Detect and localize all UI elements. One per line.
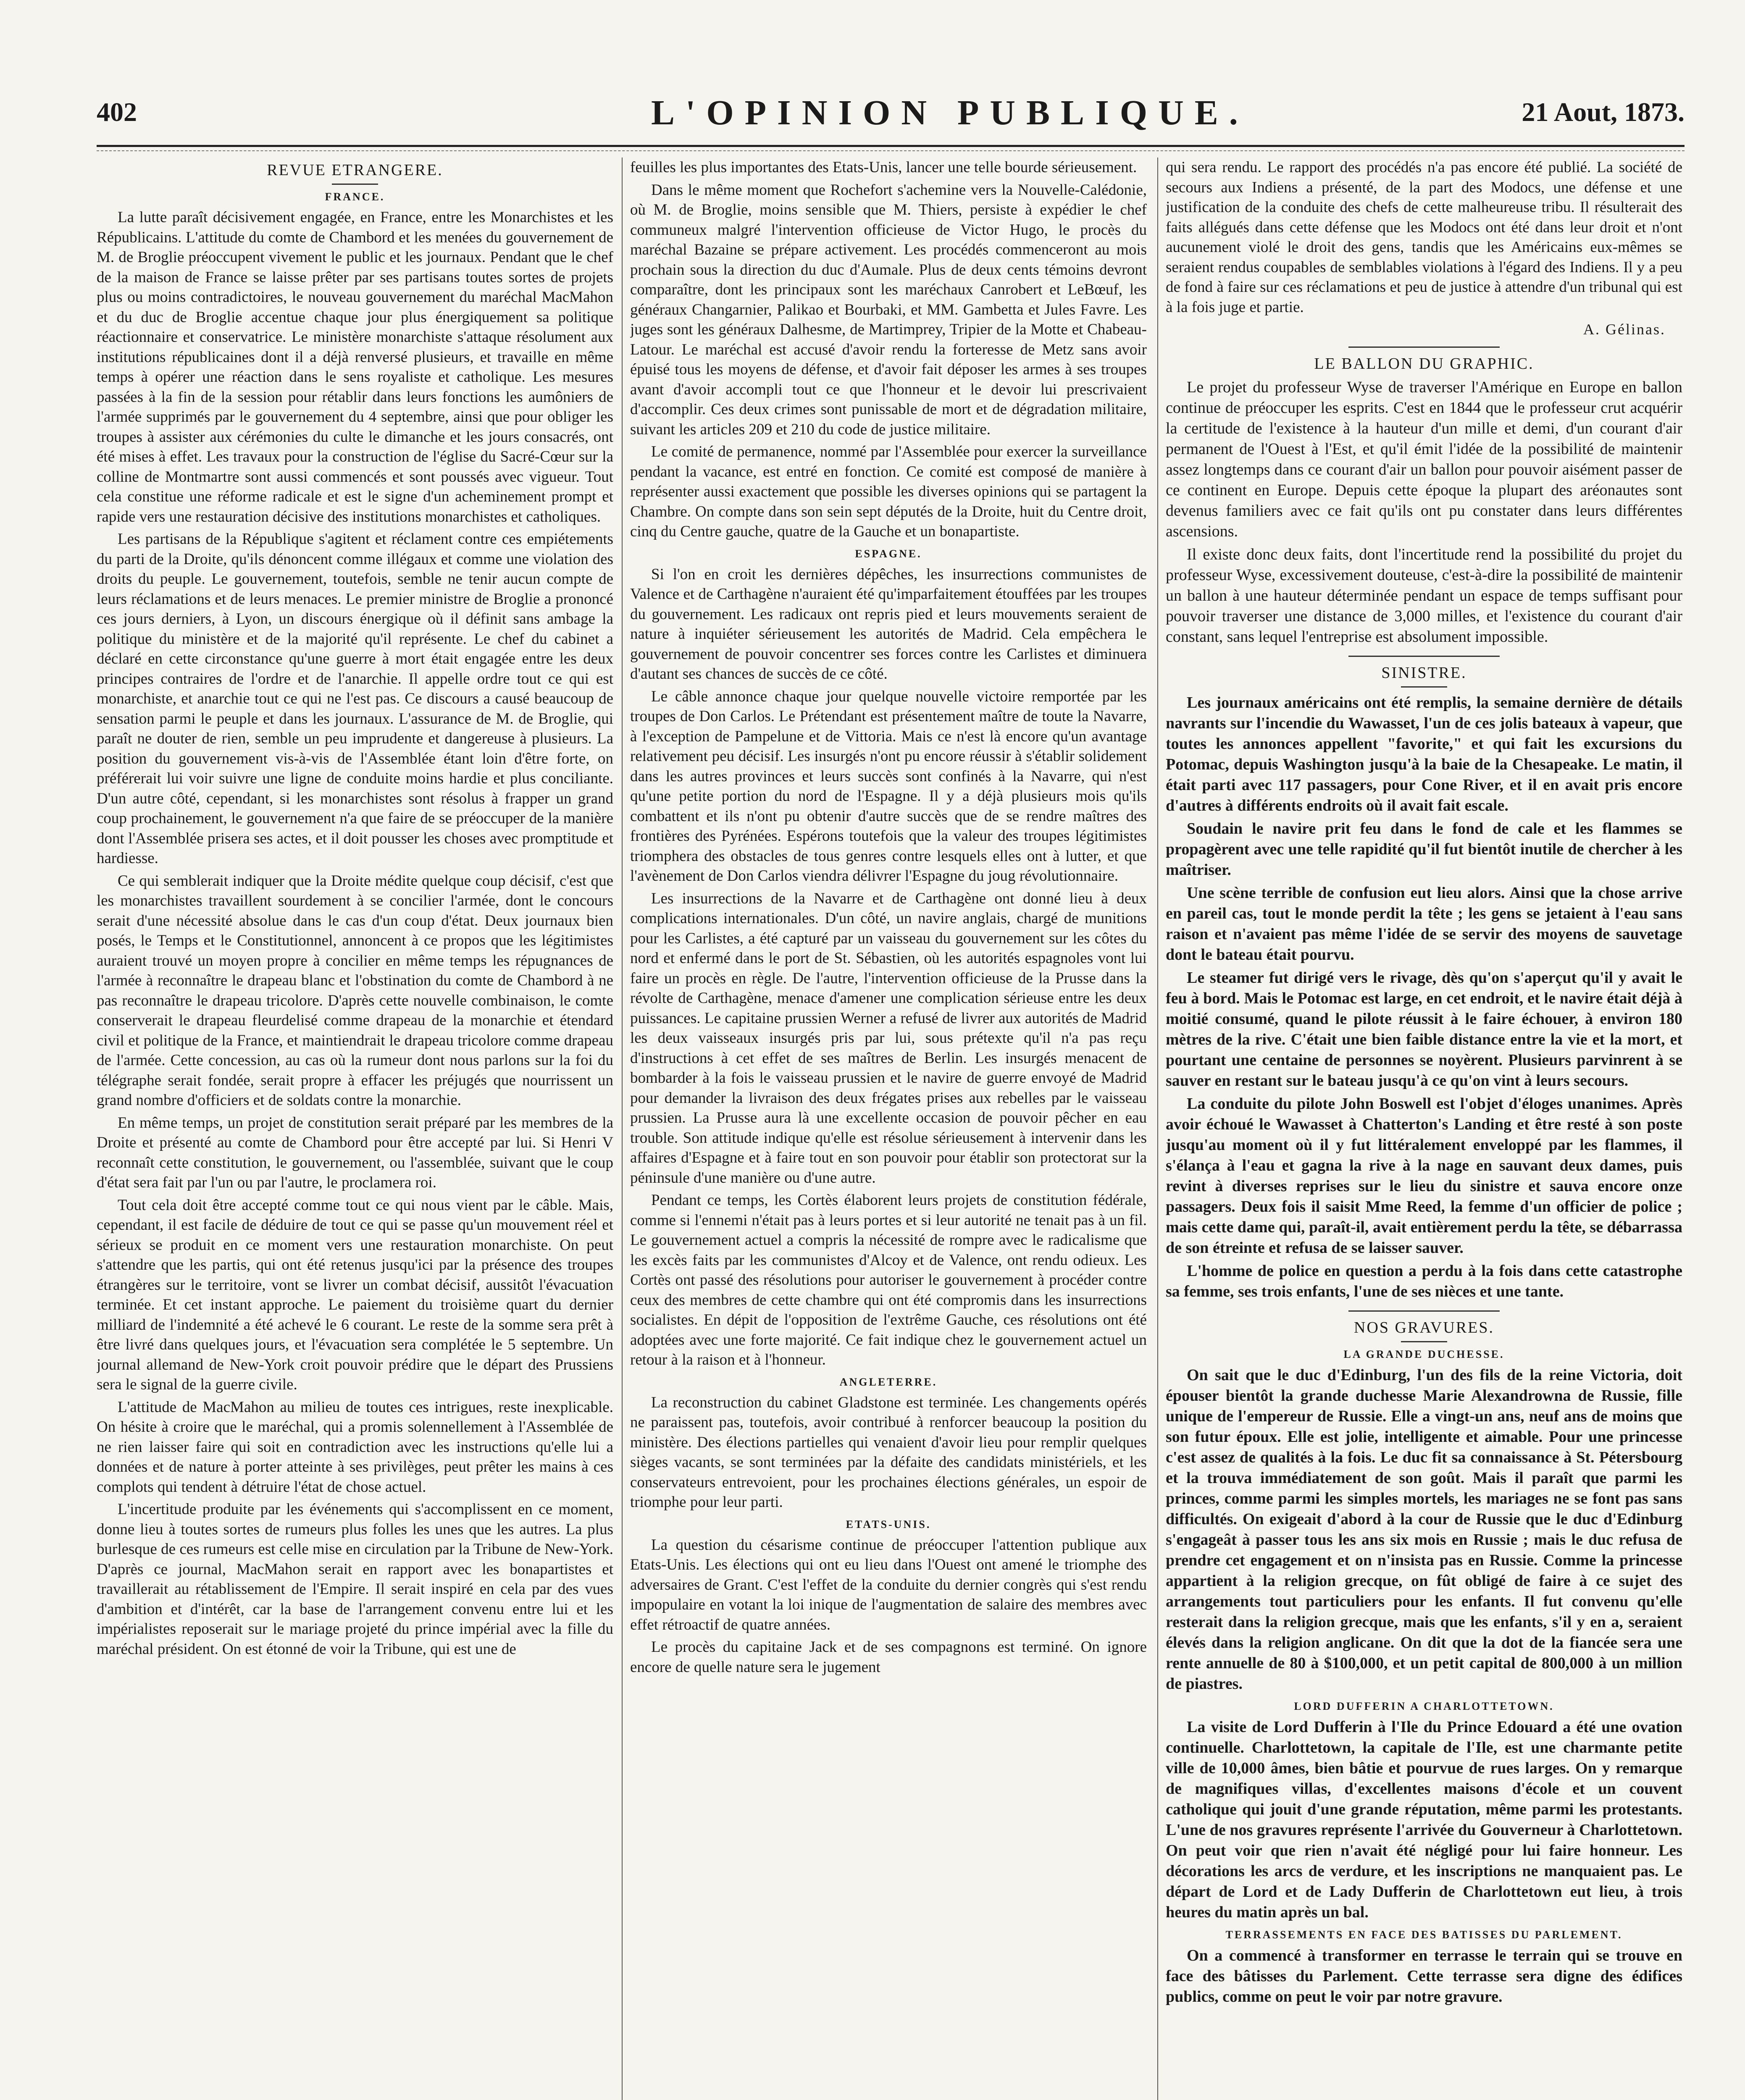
short-rule xyxy=(332,184,378,185)
article-paragraph: Ce qui semblerait indiquer que la Droite médite quelque coup décisif, c'est que les monarchistes travaillent sourdement à se concilier l'armée, dont le concours serait d'une nécessité absolue dans le cas d'un coup d'état. Deux journaux bien posés, le Temps et le Constitutionnel, annoncent à ce propos que les légitimistes auraient trouvé un moyen propre à concilier en même temps les répugnances de l'armée à reconnaître le drapeau blanc et l'obstination du comte de Chambord à ne pas reconnaître le drapeau tricolore. D'après cette nouvelle combinaison, le comte conserverait le drapeau fleurdelisé comme drapeau de la monarchie et étendard civil et politique de la France, et maintiendrait le drapeau tricolore comme drapeau de l'armée. Cette concession, au cas où la rumeur dont nous parlons sur la foi du télégraphe serait fondée, serait propre à effacer les préjugés que nourrissent un grand nombre d'officiers et de soldats contre la monarchie. xyxy=(97,872,613,1109)
article-paragraph: feuilles les plus importantes des Etats-Unis, lancer une telle bourde sérieusement. xyxy=(630,159,1137,176)
page-number: 402 xyxy=(97,97,137,127)
article-paragraph: Le procès du capitaine Jack et de ses compagnons est terminé. On ignore encore de quelle nature sera le jugement xyxy=(630,1638,1147,1676)
subheading-angleterre: ANGLETERRE. xyxy=(839,1376,938,1388)
article-paragraph: La question du césarisme continue de préoccuper l'attention publique aux Etats-Unis. Les élections qui ont eu lieu dans l'Ouest ont amené le triomphe des adversaires de Grant. C'est l'effet de la conduite du dernier congrès qui s'est rendu impopulaire en votant la loi inique de l'augmentation de salaire des membres avec effet rétroactif de quatre années. xyxy=(630,1536,1147,1633)
article-paragraph: Soudain le navire prit feu dans le fond de cale et les flammes se propagèrent avec une telle rapidité qu'il fut bientôt inutile de chercher à les maîtriser. xyxy=(1166,820,1682,879)
article-paragraph: L'homme de police en question a perdu à la fois dans cette catastrophe sa femme, ses trois enfants, l'une de ses nièces et une tante. xyxy=(1166,1262,1682,1300)
article-paragraph: Tout cela doit être accepté comme tout ce qui nous vient par le câble. Mais, cependant, il est facile de déduire de tout ce qui se passe qu'un mouvement réel et sérieux se produit en ce moment vers une restauration monarchiste. On peut s'attendre que les partis, qui ont été retenus jusqu'ici par la présence des troupes étrangères sur le territoire, vont se livrer un combat décisif, aussitôt l'évacuation terminée. Et cet instant approche. Le paiement du troisième quart du dernier milliard de l'indemnité a été achevé le 6 courant. Le reste de la somme sera prêt à être livré dans quelques jours, et l'évacuation sera complétée le 5 septembre. Un journal allemand de New-York croit pouvoir prédire que le départ des Prussiens sera le signal de la guerre civile. xyxy=(97,1196,613,1393)
article-paragraph: Le câble annonce chaque jour quelque nouvelle victoire remportée par les troupes de Don Carlos. Le Prétendant est présentement maître de toute la Navarre, à l'exception de Pampelune et de Vittoria. Mais ce n'est là encore qu'un avantage relativement peu décisif. Les insurgés n'ont pu encore réussir à s'établir solidement dans les autres provinces et leurs succès sont confinés à la Navarre, qui n'est qu'une petite portion du nord de l'Espagne. Il y a déjà plusieurs mois qu'ils combattent et ils n'ont pu obtenir d'autre succès que de se rendre maîtres des frontières des Pyrénées. Espérons toutefois que la valeur des troupes légitimistes triomphera des obstacles de tous genres contre lesquels elles ont à lutter, et que l'avènement de Don Carlos viendra délivrer l'Espagne du joug révolutionnaire. xyxy=(630,688,1147,885)
subheading-france: FRANCE. xyxy=(325,191,385,203)
column-divider xyxy=(1157,158,1158,2100)
article-paragraph: Si l'on en croit les dernières dépêches, les insurrections communistes de Valence et de Carthagène n'auraient été qu'imparfaitement étouffées par les troupes du gouvernement. Les radicaux ont repris pied et leurs mouvements seraient de nature à inquiéter sérieusement les autorités de Madrid. Cela empêchera le gouvernement de pouvoir concentrer ses forces contre les Carlistes et diminuera d'autant ses chances de succès de ce côté. xyxy=(630,565,1147,682)
section-title: REVUE ETRANGERE. xyxy=(267,161,443,179)
article-paragraph: L'attitude de MacMahon au milieu de toutes ces intrigues, reste inexplicable. On hésite à croire que le maréchal, qui a promis solennellement à l'Assemblée de ne rien laisser faire qui soit en contradiction avec les instructions qu'elle lui a données et de nature à porter atteinte à ses privilèges, peut prêter les mains à ces complots qui tendent à détruire l'état de chose actuel. xyxy=(97,1398,613,1496)
article-paragraph: qui sera rendu. Le rapport des procédés n'a pas encore été publié. La société de secours aux Indiens a présenté, de la part des Modocs, une défense et une justification de la conduite des chefs de cette malheureuse tribu. Il résulterait des faits allégués dans cette défense que les Modocs ont été dans leur droit et n'ont aucunement violé le droit des gens, tandis que les Américains eux-mêmes se seraient rendus coupables de semblables violations à l'égard des Indiens. Il y a peu de fond à faire sur ces réclamations et peu de justice à attendre d'un tribunal qui est à la fois juge et partie. xyxy=(1166,159,1682,316)
article-paragraph: La conduite du pilote John Boswell est l'objet d'éloges unanimes. Après avoir échoué le Wawasset à Chatterton's Landing et être resté à son poste jusqu'au moment où il y fut littéralement enveloppé par les flammes, il s'élança à l'eau et gagna la rive à la nage en sauvant deux dames, puis revint à diverses reprises sur le lieu du sinistre et sauva encore onze passagers. Deux fois il saisit Mme Reed, la femme d'un officier de police ; mais cette dame qui, paraît-il, avait entièrement perdu la tête, se débarrassa de son étreinte et refusa de se laisser sauver. xyxy=(1166,1095,1682,1257)
masthead xyxy=(97,84,1685,139)
article-paragraph: Les insurrections de la Navarre et de Carthagène ont donné lieu à deux complications internationales. D'un côté, un navire anglais, chargé de munitions pour les Carlistes, a été capturé par un vaisseau du gouvernement sur les côtes du nord et enfermé dans le port de St. Sébastien, où les autorités espagnoles vont lui faire un procès en règle. De l'autre, l'intervention officieuse de la Prusse dans la révolte de Carthagène, menace d'amener une complication sérieuse entre les deux puissances. Le capitaine prussien Werner a refusé de livrer aux autorités de Madrid les deux vaisseaux insurgés pris par lui, sous prétexte qu'il n'a pas reçu d'instructions à cet effet de ses maîtres de Berlin. Les insurgés menacent de bombarder à la fois le vaisseau prussien et le navire de guerre envoyé de Madrid pour demander la livraison des deux frégates prises aux rebelles par le vaisseau prussien. La Prusse aura là une excellente occasion de pouvoir pêcher en eau trouble. Son attitude indique qu'elle est résolue sérieusement à intervenir dans les affaires d'Espagne et à faire tout en son pouvoir pour établir son protectorat sur la péninsule d'une manière ou d'une autre. xyxy=(630,890,1147,1186)
newspaper-title: L'OPINION PUBLIQUE. xyxy=(651,93,1249,132)
column-2 xyxy=(630,158,1147,2100)
article-paragraph: Une scène terrible de confusion eut lieu alors. Ainsi que la chose arrive en pareil cas, tout le monde perdit la tête ; les gens se jetaient à l'eau sans raison et n'avaient pas même l'idée de se servir des moyens de sauvetage dont le bateau était pourvu. xyxy=(1166,884,1682,963)
short-rule xyxy=(1401,1341,1447,1342)
issue-date: 21 Aout, 1873. xyxy=(1522,97,1685,127)
subheading-etats-unis: ETATS-UNIS. xyxy=(846,1518,931,1530)
section-rule xyxy=(1348,346,1500,348)
short-rule xyxy=(1401,686,1447,688)
article-paragraph: Pendant ce temps, les Cortès élaborent leurs projets de constitution fédérale, comme si l'ennemi n'était pas à leurs portes et si leur autorité ne tenait pas à un fil. Le gouvernement actuel a compris la nécessité de rompre avec le radicalisme que les excès faits par les communistes d'Alcoy et de Valence, ont rendu odieux. Les Cortès ont passé des résolutions pour autoriser le gouvernement à procéder contre ceux des membres de cette chambre qui ont été compromis dans les insurrections socialistes. En dépit de l'opposition de l'extrême Gauche, ces résolutions ont été adoptées avec une forte majorité. Ce fait indique chez le gouvernement actuel un retour à la raison et à l'honneur. xyxy=(630,1192,1147,1368)
subheading-terrassements: TERRASSEMENTS EN FACE DES BATISSES DU PARLEMENT. xyxy=(1225,1929,1623,1941)
ballon-title: LE BALLON DU GRAPHIC. xyxy=(1314,355,1534,373)
gravures-title: NOS GRAVURES. xyxy=(1354,1319,1494,1336)
subheading-duchesse: LA GRANDE DUCHESSE. xyxy=(1343,1348,1505,1360)
article-paragraph: Le projet du professeur Wyse de traverser l'Amérique en Europe en ballon continue de préoccuper les esprits. C'est en 1844 que le professeur crut acquérir la certitude de l'existence à la hauteur d'un mille et demi, d'un courant d'air permanent de l'Ouest à l'Est, et qu'il émit l'idée de la possibilité de maintenir assez longtemps dans ce courant d'air un ballon pour pouvoir aisément passer de ce continent en Europe. Depuis cette époque la plupart des aréonautes sont devenus familiers avec ce fait qu'ils ont pu constater dans leurs différentes ascensions. xyxy=(1166,378,1682,540)
subheading-dufferin: LORD DUFFERIN A CHARLOTTETOWN. xyxy=(1294,1700,1554,1712)
article-paragraph: La visite de Lord Dufferin à l'Ile du Prince Edouard a été une ovation continuelle. Charlottetown, la capitale de l'Ile, est une charmante petite ville de 10,000 âmes, bien bâtie et pourvue de rues larges. On y remarque de magnifiques villas, d'excellentes maisons d'école et un couvent catholique qui jouit d'une grande réputation, même parmi les protestants. L'une de nos gravures représente l'arrivée du Gouverneur à Charlottetown. On peut voir que rien n'avait été négligé pour lui faire honneur. Les décorations les arcs de verdure, et les inscriptions ne manquaient pas. Le départ de Lord et de Lady Dufferin de Charlottetown eut lieu, à trois heures du matin après un bal. xyxy=(1166,1718,1682,1921)
article-paragraph: Dans le même moment que Rochefort s'achemine vers la Nouvelle-Calédonie, où M. de Broglie, moins sensible que M. Thiers, persiste à expédier le chef communeux malgré l'intervention officieuse de Victor Hugo, le procès du maréchal Bazaine se prépare activement. Les procédés commenceront au mois prochain sous la direction du duc d'Aumale. Plus de deux cents témoins devront comparaître, dont les principaux sont les maréchaux Canrobert et LeBœuf, les généraux Changarnier, Palikao et Bourbaki, et MM. Gambetta et Jules Favre. Les juges sont les généraux Dalhesme, de Martimprey, Tripier de la Motte et Chabeau-Latour. Le maréchal est accusé d'avoir rendu la forteresse de Metz sans avoir épuisé tous les moyens de défense, et d'avoir fait déposer les armes à ses troupes avant d'avoir accompli tout ce que l'honneur et le devoir lui prescrivaient d'accomplir. Ces deux crimes sont punissable de mort et de dégradation militaire, suivant les articles 209 et 210 du code de justice militaire. xyxy=(630,181,1147,438)
author-signature: A. Gélinas. xyxy=(1583,321,1666,338)
section-rule xyxy=(1348,1310,1500,1312)
column-3 xyxy=(1166,158,1682,2100)
article-paragraph: La lutte paraît décisivement engagée, en France, entre les Monarchistes et les Républicains. L'attitude du comte de Chambord et les menées du gouvernement de M. de Broglie préoccupent vivement le public et les journaux. Pendant que le chef de la maison de France se laisse prêter par ses partisans toutes sortes de projets plus ou moins contradictoires, le nouveau gouvernement du maréchal MacMahon et du duc de Broglie accentue chaque jour plus énergiquement sa politique réactionnaire et conservatrice. Le ministère monarchiste s'attaque résolument aux institutions républicaines dont il a déjà renversé plusieurs, et travaille en même temps à opérer une réaction dans le sens royaliste et catholique. Les mesures passées à la fin de la session pour rétablir dans leurs fonctions les aumôniers de l'armée supprimés par le gouvernement du 4 septembre, ainsi que pour obliger les troupes à assister aux cérémonies du culte le dimanche et les jours consacrés, ont été mises à effet. Les travaux pour la construction de l'église du Sacré-Cœur sur la colline de Montmartre sont aussi commencés et sont poussés avec vigueur. Tout cela constitue une réforme radicale et est le signe d'un acheminement prompt et rapide vers une restauration décisive des institutions monarchistes et catholiques. xyxy=(97,209,613,525)
article-paragraph: Les journaux américains ont été remplis, la semaine dernière de détails navrants sur l'incendie du Wawasset, l'un de ces jolis bateaux à vapeur, que toutes les annonces appellent "favorite," et qui fait les excursions du Potomac, depuis Washington jusqu'à la baie de la Chesapeake. Le matin, il était parti avec 117 passagers, pour Cone River, et il en avait pris encore d'autres à différents endroits où il avait fait escale. xyxy=(1166,694,1682,814)
article-paragraph: On a commencé à transformer en terrasse le terrain qui se trouve en face des bâtisses du Parlement. Cette terrasse sera digne des édifices publics, comme on peut le voir par notre gravure. xyxy=(1166,1947,1682,2006)
section-rule xyxy=(1348,656,1500,657)
masthead-rule-dashed xyxy=(97,150,1685,151)
article-paragraph: Le comité de permanence, nommé par l'Assemblée pour exercer la surveillance pendant la vacance, est entré en fonction. Ce comité est composé de manière à représenter aussi exactement que possible les diverses opinions qui se partagent la Chambre. On compte dans son sein sept députés de la Droite, huit du Centre droit, cinq du Centre gauche, quatre de la Gauche et un bonapartiste. xyxy=(630,443,1147,540)
masthead-rule xyxy=(97,145,1685,147)
sinistre-title: SINISTRE. xyxy=(1381,664,1467,682)
article-paragraph: Le steamer fut dirigé vers le rivage, dès qu'on s'aperçut qu'il y avait le feu à bord. Mais le Potomac est large, en cet endroit, et le navire était déjà à moitié consumé, quand le pilote réussit à le faire échouer, à environ 180 mètres de la rive. C'était une bien faible distance entre la vie et la mort, et pourtant une centaine de personnes se noyèrent. Plusieurs parvinrent à se sauver en restant sur le bateau jusqu'à ce qu'on vint à leurs secours. xyxy=(1166,969,1682,1089)
article-paragraph: On sait que le duc d'Edinburg, l'un des fils de la reine Victoria, doit épouser bientôt la grande duchesse Marie Alexandrowna de Russie, fille unique de l'empereur de Russie. Elle a vingt-un ans, neuf ans de moins que son futur époux. Elle est jolie, intelligente et aimable. Pour une princesse c'est assez de qualités à la fois. Le duc fit sa connaissance à St. Pétersbourg et la trouva immédiatement de son goût. Mais il paraît que parmi les princes, comme parmi les simples mortels, les mariages ne se font pas sans difficultés. On exigeait d'abord à la cour de Russie que le duc d'Edinburg s'engageât à passer tous les ans six mois en Russie ; mais le duc refusa de prendre cet engagement et on n'insista pas en Russie. Comme la princesse appartient à la religion grecque, on fût obligé de faire à ce sujet des arrangements tout particuliers pour les enfants. Il fut convenu qu'elle resterait dans la religion grecque, mais que les enfants, s'il y en a, seraient élevés dans la religion anglicane. On dit que la dot de la fiancée sera une rente annuelle de 80 à $100,000, et un petit capital de 800,000 à un million de piastres. xyxy=(1166,1366,1682,1693)
article-paragraph: Les partisans de la République s'agitent et réclament contre ces empiétements du parti de la Droite, qu'ils dénoncent comme illégaux et comme une violation des droits du peuple. Le gouvernement, toutefois, semble ne tenir aucun compte de leurs réclamations et de leurs menaces. Le premier ministre de Broglie a prononcé ces jours derniers, à Lyon, un discours énergique où il définit sans ambage la politique du ministère et de la majorité qu'il représente. Le chef du cabinet a déclaré en cette circonstance qu'une guerre à mort était engagée entre les deux principes contraires de l'ordre et de l'anarchie. Il appelle ordre tout ce qui est monarchiste, et anarchie tout ce qui ne l'est pas. Ce discours a causé beaucoup de sensation parmi le peuple et dans les journaux. L'assurance de M. de Broglie, qui paraît ne douter de rien, semble un peu imprudente et dangereuse à plusieurs. La position du gouvernement vis-à-vis de l'Assemblée étant loin d'être forte, on préférerait lui voir suivre une ligne de conduite moins hardie et plus conciliante. D'un autre côté, cependant, si les monarchistes sont résolus à frapper un grand coup prochainement, le gouvernement n'a que faire de se préoccuper de la manière dont l'Assemblée prisera ses actes, et il doit pousser les choses avec promptitude et hardiesse. xyxy=(97,530,613,867)
subheading-espagne: ESPAGNE. xyxy=(855,547,922,560)
article-paragraph: La reconstruction du cabinet Gladstone est terminée. Les changements opérés ne paraissent pas, toutefois, avoir contribué à renforcer beaucoup la position du ministère. Des élections partielles qui venaient d'avoir lieu pour remplir quelques sièges vacants, se sont terminées par la défaite des candidats ministériels, et les conservateurs entrevoient, pour les prochaines élections générales, un espoir de triomphe pour leur parti. xyxy=(630,1394,1147,1511)
column-1 xyxy=(97,158,613,2100)
article-paragraph: En même temps, un projet de constitution serait préparé par les membres de la Droite et présenté au comte de Chambord pour être accepté par lui. Si Henri V reconnaît cette constitution, le gouvernement, ou l'assemblée, suivant que le coup d'état sera fait par l'un ou par l'autre, le proclamera roi. xyxy=(97,1114,613,1191)
article-paragraph: L'incertitude produite par les événements qui s'accomplissent en ce moment, donne lieu à toutes sortes de rumeurs plus folles les unes que les autres. La plus burlesque de ces rumeurs est celle mise en circulation par la Tribune de New-York. D'après ce journal, MacMahon serait en rapport avec les bonapartistes et travaillerait au rétablissement de l'Empire. Il serait inspiré en cela par des vues d'ambition et d'intérêt, car la base de l'arrangement convenu entre lui et les impérialistes reposerait sur le mariage projeté du prince impérial avec la fille du maréchal président. On est étonné de voir la Tribune, qui est une de xyxy=(97,1501,613,1658)
column-divider xyxy=(622,158,623,2100)
article-paragraph: Il existe donc deux faits, dont l'incertitude rend la possibilité du projet du professeur Wyse, excessivement douteuse, c'est-à-dire la possibilité de maintenir un ballon à une hauteur déterminée pendant un espace de temps suffisant pour pouvoir traverser une distance de 3,000 milles, et l'existence du courant d'air constant, sans lequel l'entreprise est absolument impossible. xyxy=(1166,546,1682,646)
